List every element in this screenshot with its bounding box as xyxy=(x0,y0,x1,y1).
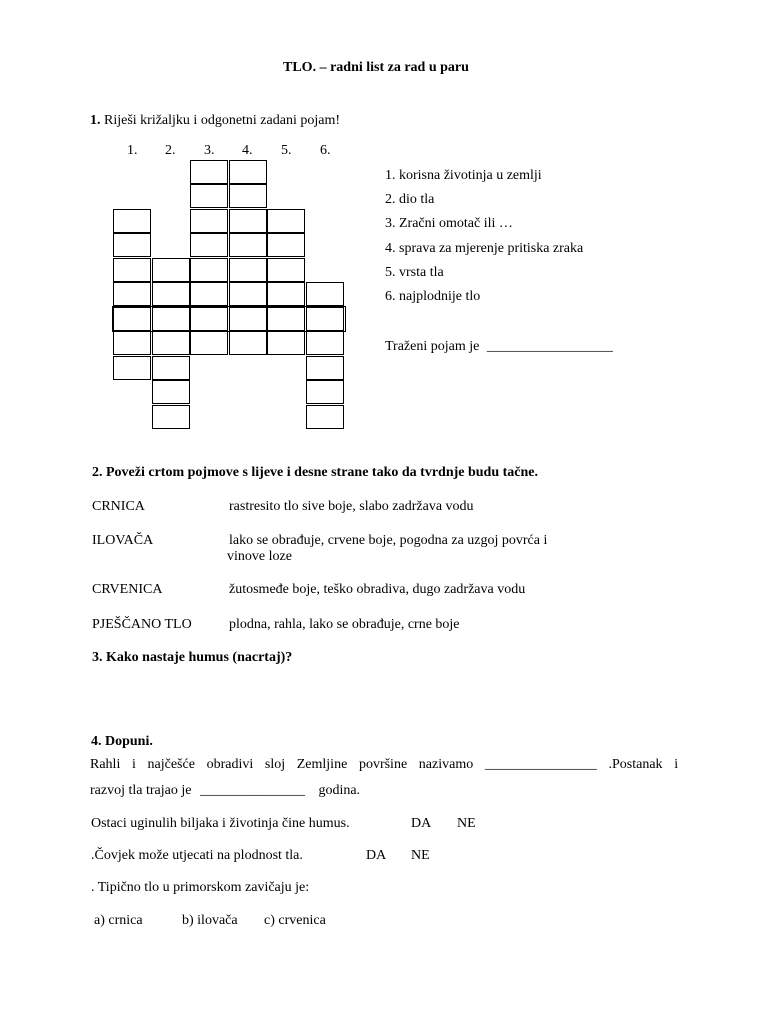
crossword-cell-c1-r5[interactable] xyxy=(113,258,151,282)
crossword-cell-c4-r5[interactable] xyxy=(229,258,267,282)
task2-heading: 2. Poveži crtom pojmove s lijeve i desne strane tako da tvrdnje budu tačne. xyxy=(92,465,539,480)
crossword-cell-c5-r4[interactable] xyxy=(267,233,305,257)
fill-line-1 xyxy=(90,757,678,773)
right-term-2-cont: vinove loze xyxy=(227,549,292,564)
answer-line xyxy=(385,339,613,355)
crossword-cell-c2-r6[interactable] xyxy=(152,282,190,306)
clue-6: 6. najplodnije tlo xyxy=(385,289,481,304)
task1-instruction-text: Riješi križaljku i odgonetni zadani pojam! xyxy=(104,113,340,128)
crossword-cell-c1-r6[interactable] xyxy=(113,282,151,306)
page-title: TLO. – radni list za rad u paru xyxy=(283,60,469,75)
fill-word: .Postanak xyxy=(608,757,663,772)
statement-covjek: .Čovjek može utjecati na plodnost tla. xyxy=(91,848,303,863)
crossword-cell-c4-r4[interactable] xyxy=(229,233,267,257)
fill-word: nazivamo xyxy=(418,757,474,772)
fill-line-2-end: godina. xyxy=(318,783,361,798)
crossword-cell-c5-r7[interactable] xyxy=(267,307,305,331)
years-blank[interactable]: _______________ xyxy=(199,783,305,798)
task1-number: 1. xyxy=(90,113,101,128)
fill-word: i xyxy=(131,757,136,772)
statement-humus: Ostaci uginulih biljaka i životinja čine humus. xyxy=(91,816,350,831)
right-term-3: žutosmeđe boje, teško obradiva, dugo zadržava vodu xyxy=(229,582,526,597)
fill-word: sloj xyxy=(264,757,286,772)
crossword-cell-c3-r3[interactable] xyxy=(190,209,228,233)
fill-word: Rahli xyxy=(90,757,121,772)
column-number-3: 3. xyxy=(204,143,215,158)
answer-label: Traženi pojam je xyxy=(385,339,480,354)
crossword-cell-c6-r11[interactable] xyxy=(306,405,344,429)
right-term-1: rastresito tlo sive boje, slabo zadržava vodu xyxy=(229,499,474,514)
crossword-cell-c1-r3[interactable] xyxy=(113,209,151,233)
crossword-cell-c3-r1[interactable] xyxy=(190,160,228,184)
crossword-cell-c3-r7[interactable] xyxy=(190,307,228,331)
fill-word: najčešće xyxy=(147,757,195,772)
statement-humus-ne[interactable]: NE xyxy=(457,816,476,831)
crossword-cell-c1-r4[interactable] xyxy=(113,233,151,257)
crossword-cell-c2-r10[interactable] xyxy=(152,380,190,404)
left-term-ilovaca: ILOVAČA xyxy=(92,533,154,548)
crossword-cell-c2-r9[interactable] xyxy=(152,356,190,380)
crossword-cell-c6-r6[interactable] xyxy=(306,282,344,306)
crossword-cell-c3-r5[interactable] xyxy=(190,258,228,282)
crossword-cell-c5-r5[interactable] xyxy=(267,258,305,282)
task3-heading: 3. Kako nastaje humus (nacrtaj)? xyxy=(92,650,293,665)
task4-heading: 4. Dopuni. xyxy=(91,734,153,749)
clue-1: 1. korisna životinja u zemlji xyxy=(385,168,542,183)
crossword-cell-c6-r10[interactable] xyxy=(306,380,344,404)
column-number-1: 1. xyxy=(127,143,138,158)
fill-line-2 xyxy=(90,782,360,800)
crossword-cell-c5-r6[interactable] xyxy=(267,282,305,306)
statement-covjek-ne[interactable]: NE xyxy=(411,848,430,863)
crossword-cell-c4-r6[interactable] xyxy=(229,282,267,306)
column-number-2: 2. xyxy=(165,143,176,158)
column-number-6: 6. xyxy=(320,143,331,158)
crossword-cell-c3-r6[interactable] xyxy=(190,282,228,306)
answer-blank[interactable]: __________________ xyxy=(486,339,613,354)
option-b[interactable]: b) ilovača xyxy=(182,913,238,928)
crossword-cell-c2-r7[interactable] xyxy=(152,307,190,331)
left-term-pjescano: PJEŠČANO TLO xyxy=(92,617,192,632)
clue-3: 3. Zračni omotač ili … xyxy=(385,216,513,231)
fill-word: obradivi xyxy=(206,757,254,772)
crossword-cell-c6-r8[interactable] xyxy=(306,331,344,355)
left-term-crnica: CRNICA xyxy=(92,499,145,514)
crossword-cell-c1-r9[interactable] xyxy=(113,356,151,380)
crossword-cell-c4-r3[interactable] xyxy=(229,209,267,233)
left-term-crvenica: CRVENICA xyxy=(92,582,163,597)
column-number-4: 4. xyxy=(242,143,253,158)
column-number-5: 5. xyxy=(281,143,292,158)
crossword-cell-c5-r8[interactable] xyxy=(267,331,305,355)
clue-2: 2. dio tla xyxy=(385,192,435,207)
crossword-cell-c4-r7[interactable] xyxy=(229,307,267,331)
crossword-cell-c3-r2[interactable] xyxy=(190,184,228,208)
question-primorsko: . Tipično tlo u primorskom zavičaju je: xyxy=(91,880,310,895)
fill-word: Zemljine xyxy=(296,757,348,772)
crossword-cell-c6-r7[interactable] xyxy=(306,307,344,331)
crossword-cell-c4-r8[interactable] xyxy=(229,331,267,355)
crossword-cell-c2-r11[interactable] xyxy=(152,405,190,429)
crossword-cell-c3-r4[interactable] xyxy=(190,233,228,257)
crossword-cell-c4-r2[interactable] xyxy=(229,184,267,208)
crossword-solution-row xyxy=(112,306,346,332)
crossword-cell-c3-r8[interactable] xyxy=(190,331,228,355)
statement-humus-da[interactable]: DA xyxy=(411,816,432,831)
crossword-cell-c1-r8[interactable] xyxy=(113,331,151,355)
crossword-cell-c2-r8[interactable] xyxy=(152,331,190,355)
clue-4: 4. sprava za mjerenje pritiska zraka xyxy=(385,241,584,256)
crossword-cell-c5-r3[interactable] xyxy=(267,209,305,233)
soil-name-blank[interactable]: ________________ xyxy=(484,757,597,772)
crossword-cell-c2-r5[interactable] xyxy=(152,258,190,282)
crossword-cell-c4-r1[interactable] xyxy=(229,160,267,184)
right-term-2: lako se obrađuje, crvene boje, pogodna za uzgoj povrća i xyxy=(229,533,548,548)
right-term-4: plodna, rahla, lako se obrađuje, crne boje xyxy=(229,617,460,632)
crossword-cell-c6-r9[interactable] xyxy=(306,356,344,380)
fill-word: i xyxy=(674,757,679,772)
task1-instruction xyxy=(90,112,340,130)
crossword-cell-c1-r7[interactable] xyxy=(113,307,151,331)
option-a[interactable]: a) crnica xyxy=(94,913,143,928)
statement-covjek-da[interactable]: DA xyxy=(366,848,387,863)
fill-line-2-text: razvoj tla trajao je xyxy=(90,783,192,798)
fill-word: površine xyxy=(358,757,408,772)
option-c[interactable]: c) crvenica xyxy=(264,913,326,928)
clue-5: 5. vrsta tla xyxy=(385,265,444,280)
